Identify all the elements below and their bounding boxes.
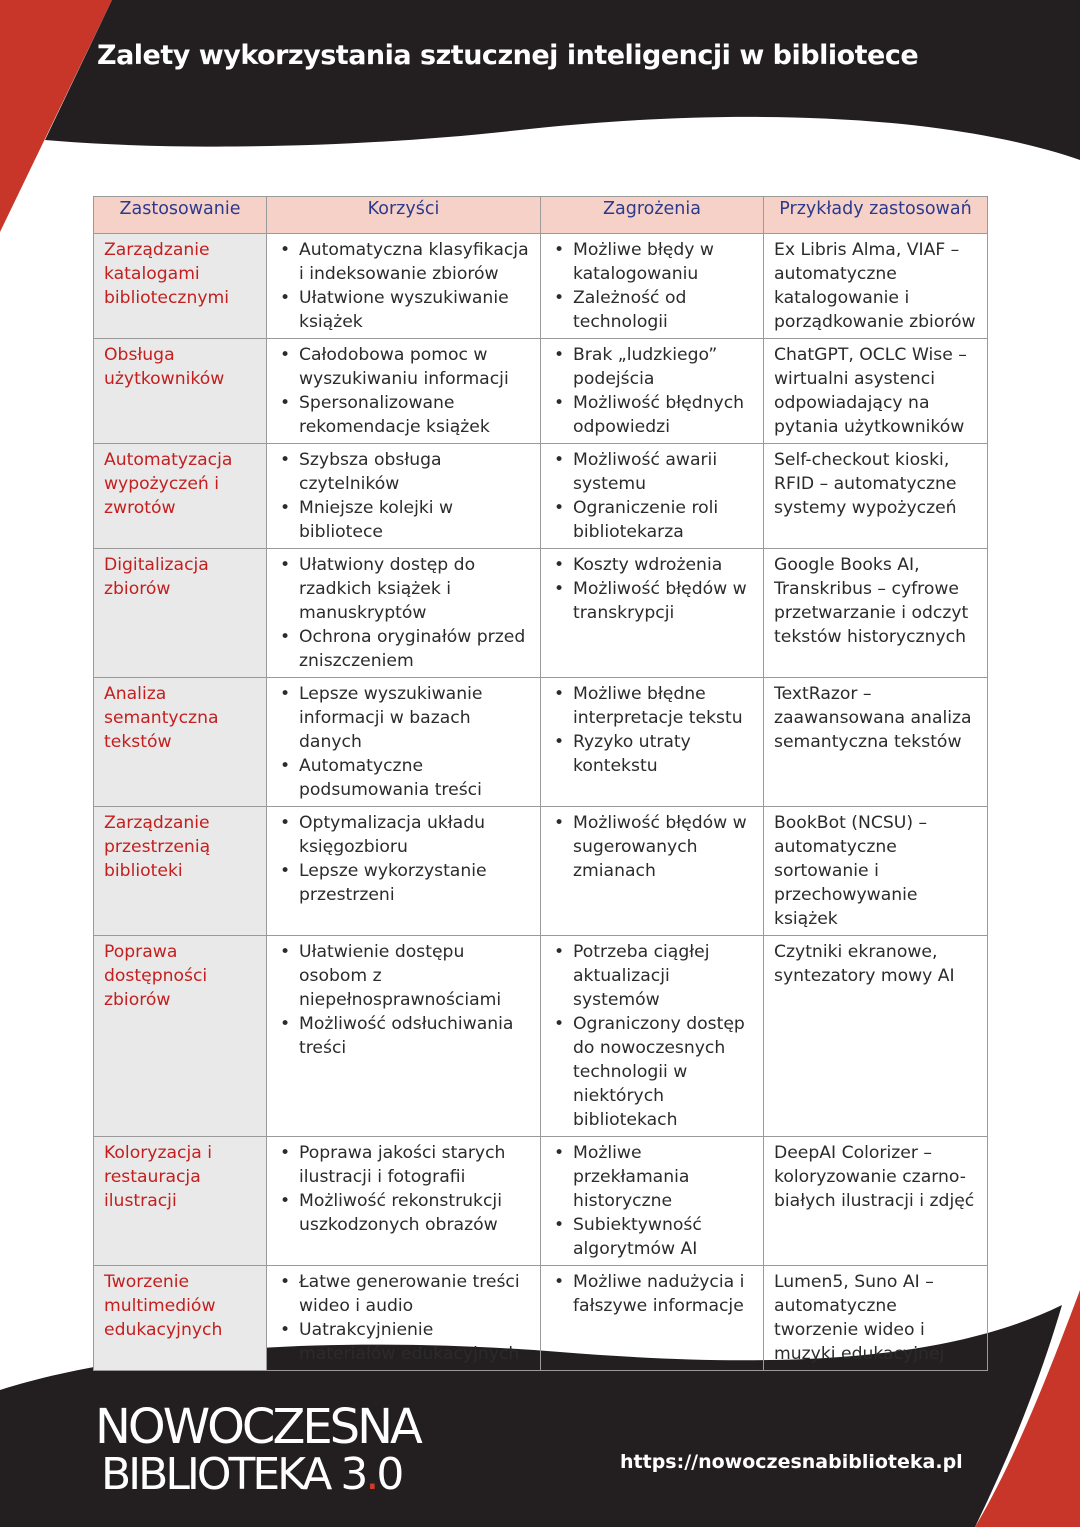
risk-item: • Możliwe błędne interpretacje tekstu bbox=[551, 682, 757, 730]
table-row bbox=[94, 234, 988, 339]
benefit-item: • Mniejsze kolejki w bibliotece bbox=[277, 496, 534, 544]
risk-item: • Subiektywność algorytmów AI bbox=[551, 1213, 757, 1261]
risks-cell bbox=[541, 444, 764, 549]
table-row bbox=[94, 1266, 988, 1371]
examples-cell: BookBot (NCSU) – automatyczne sortowanie i przechowywanie książek bbox=[764, 807, 988, 936]
benefits-cell bbox=[267, 444, 541, 549]
benefit-item: • Optymalizacja układu księgozbioru bbox=[277, 811, 534, 859]
application-cell: Koloryzacja i restauracja ilustracji bbox=[94, 1137, 267, 1266]
table-row bbox=[94, 339, 988, 444]
benefit-item: • Szybsza obsługa czytelników bbox=[277, 448, 534, 496]
risk-item: • Ograniczenie roli bibliotekarza bbox=[551, 496, 757, 544]
application-cell: Analiza semantyczna tekstów bbox=[94, 678, 267, 807]
logo-line-2-main: BIBLIOTEKA 3 bbox=[101, 1449, 366, 1500]
column-header-benefits: Korzyści bbox=[267, 197, 541, 234]
logo-line-2-end: 0 bbox=[376, 1449, 402, 1500]
table-row bbox=[94, 678, 988, 807]
application-cell: Tworzenie multimediów edukacyjnych bbox=[94, 1266, 267, 1371]
examples-cell: Czytniki ekranowe, syntezatory mowy AI bbox=[764, 936, 988, 1137]
logo-line-2 bbox=[101, 1448, 401, 1502]
table-row bbox=[94, 549, 988, 678]
application-cell: Poprawa dostępności zbiorów bbox=[94, 936, 267, 1137]
benefit-item: • Całodobowa pomoc w wyszukiwaniu informacji bbox=[277, 343, 534, 391]
benefit-item: • Automatyczne podsumowania treści bbox=[277, 754, 534, 802]
nowoczesna-biblioteka-logo bbox=[95, 1400, 425, 1510]
risk-item: • Możliwość błędów w transkrypcji bbox=[551, 577, 757, 625]
risks-cell bbox=[541, 936, 764, 1137]
benefits-cell bbox=[267, 936, 541, 1137]
risks-cell bbox=[541, 549, 764, 678]
benefit-item: • Uatrakcyjnienie materiałów edukacyjnych bbox=[277, 1318, 534, 1366]
application-cell: Automatyzacja wypożyczeń i zwrotów bbox=[94, 444, 267, 549]
benefits-cell bbox=[267, 1266, 541, 1371]
application-cell: Zarządzanie przestrzenią biblioteki bbox=[94, 807, 267, 936]
risk-item: • Możliwe przekłamania historyczne bbox=[551, 1141, 757, 1213]
header-dark-band bbox=[45, 0, 1080, 160]
risks-cell bbox=[541, 234, 764, 339]
application-cell: Obsługa użytkowników bbox=[94, 339, 267, 444]
application-cell: Digitalizacja zbiorów bbox=[94, 549, 267, 678]
benefits-cell bbox=[267, 339, 541, 444]
examples-cell: ChatGPT, OCLC Wise – wirtualni asystenci odpowiadający na pytania użytkowników bbox=[764, 339, 988, 444]
benefit-item: • Łatwe generowanie treści wideo i audio bbox=[277, 1270, 534, 1318]
benefit-item: • Poprawa jakości starych ilustracji i fotografii bbox=[277, 1141, 534, 1189]
table-row bbox=[94, 807, 988, 936]
examples-cell: Ex Libris Alma, VIAF – automatyczne katalogowanie i porządkowanie zbiorów bbox=[764, 234, 988, 339]
examples-cell: Google Books AI, Transkribus – cyfrowe przetwarzanie i odczyt tekstów historycznych bbox=[764, 549, 988, 678]
logo-line-1: NOWOCZESNA bbox=[95, 1399, 420, 1455]
table-row bbox=[94, 936, 988, 1137]
risk-item: • Możliwe nadużycia i fałszywe informacje bbox=[551, 1270, 757, 1318]
risk-item: • Możliwość awarii systemu bbox=[551, 448, 757, 496]
benefit-item: • Możliwość rekonstrukcji uszkodzonych obrazów bbox=[277, 1189, 534, 1237]
benefit-item: • Automatyczna klasyfikacja i indeksowanie zbiorów bbox=[277, 238, 534, 286]
examples-cell: Self-checkout kioski, RFID – automatyczne systemy wypożyczeń bbox=[764, 444, 988, 549]
risks-cell bbox=[541, 807, 764, 936]
risks-cell bbox=[541, 339, 764, 444]
column-header-risks: Zagrożenia bbox=[541, 197, 764, 234]
risk-item: • Zależność od technologii bbox=[551, 286, 757, 334]
page-title: Zalety wykorzystania sztucznej inteligencji w bibliotece bbox=[97, 40, 919, 71]
benefit-item: • Lepsze wykorzystanie przestrzeni bbox=[277, 859, 534, 907]
table-row bbox=[94, 1137, 988, 1266]
risk-item: • Ryzyko utraty kontekstu bbox=[551, 730, 757, 778]
table-header-row bbox=[94, 197, 988, 234]
examples-cell: Lumen5, Suno AI – automatyczne tworzenie wideo i muzyki edukacyjnej bbox=[764, 1266, 988, 1371]
risks-cell bbox=[541, 678, 764, 807]
benefit-item: • Możliwość odsłuchiwania treści bbox=[277, 1012, 534, 1060]
website-link[interactable]: https://nowoczesnabiblioteka.pl bbox=[620, 1451, 963, 1473]
column-header-examples: Przykłady zastosowań bbox=[764, 197, 988, 234]
risks-cell bbox=[541, 1137, 764, 1266]
benefit-item: • Spersonalizowane rekomendacje książek bbox=[277, 391, 534, 439]
benefits-cell bbox=[267, 1137, 541, 1266]
benefits-cell bbox=[267, 807, 541, 936]
benefit-item: • Ułatwione wyszukiwanie książek bbox=[277, 286, 534, 334]
examples-cell: TextRazor – zaawansowana analiza semantyczna tekstów bbox=[764, 678, 988, 807]
table-row bbox=[94, 444, 988, 549]
benefits-cell bbox=[267, 549, 541, 678]
risks-cell bbox=[541, 1266, 764, 1371]
risk-item: • Możliwość błędów w sugerowanych zmianach bbox=[551, 811, 757, 883]
benefit-item: • Ułatwiony dostęp do rzadkich książek i manuskryptów bbox=[277, 553, 534, 625]
risk-item: • Możliwość błędnych odpowiedzi bbox=[551, 391, 757, 439]
benefit-item: • Ułatwienie dostępu osobom z niepełnosprawnościami bbox=[277, 940, 534, 1012]
risk-item: • Możliwe błędy w katalogowaniu bbox=[551, 238, 757, 286]
examples-cell: DeepAI Colorizer – koloryzowanie czarno-białych ilustracji i zdjęć bbox=[764, 1137, 988, 1266]
risk-item: • Ograniczony dostęp do nowoczesnych technologii w niektórych bibliotekach bbox=[551, 1012, 757, 1132]
column-header-application: Zastosowanie bbox=[94, 197, 267, 234]
benefit-item: • Ochrona oryginałów przed zniszczeniem bbox=[277, 625, 534, 673]
risk-item: • Koszty wdrożenia bbox=[551, 553, 757, 577]
risk-item: • Brak „ludzkiego” podejścia bbox=[551, 343, 757, 391]
benefits-cell bbox=[267, 234, 541, 339]
risk-item: • Potrzeba ciągłej aktualizacji systemów bbox=[551, 940, 757, 1012]
application-cell: Zarządzanie katalogami bibliotecznymi bbox=[94, 234, 267, 339]
benefit-item: • Lepsze wyszukiwanie informacji w bazach danych bbox=[277, 682, 534, 754]
benefits-cell bbox=[267, 678, 541, 807]
ai-benefits-table bbox=[93, 196, 988, 1371]
logo-dot: . bbox=[365, 1449, 377, 1500]
